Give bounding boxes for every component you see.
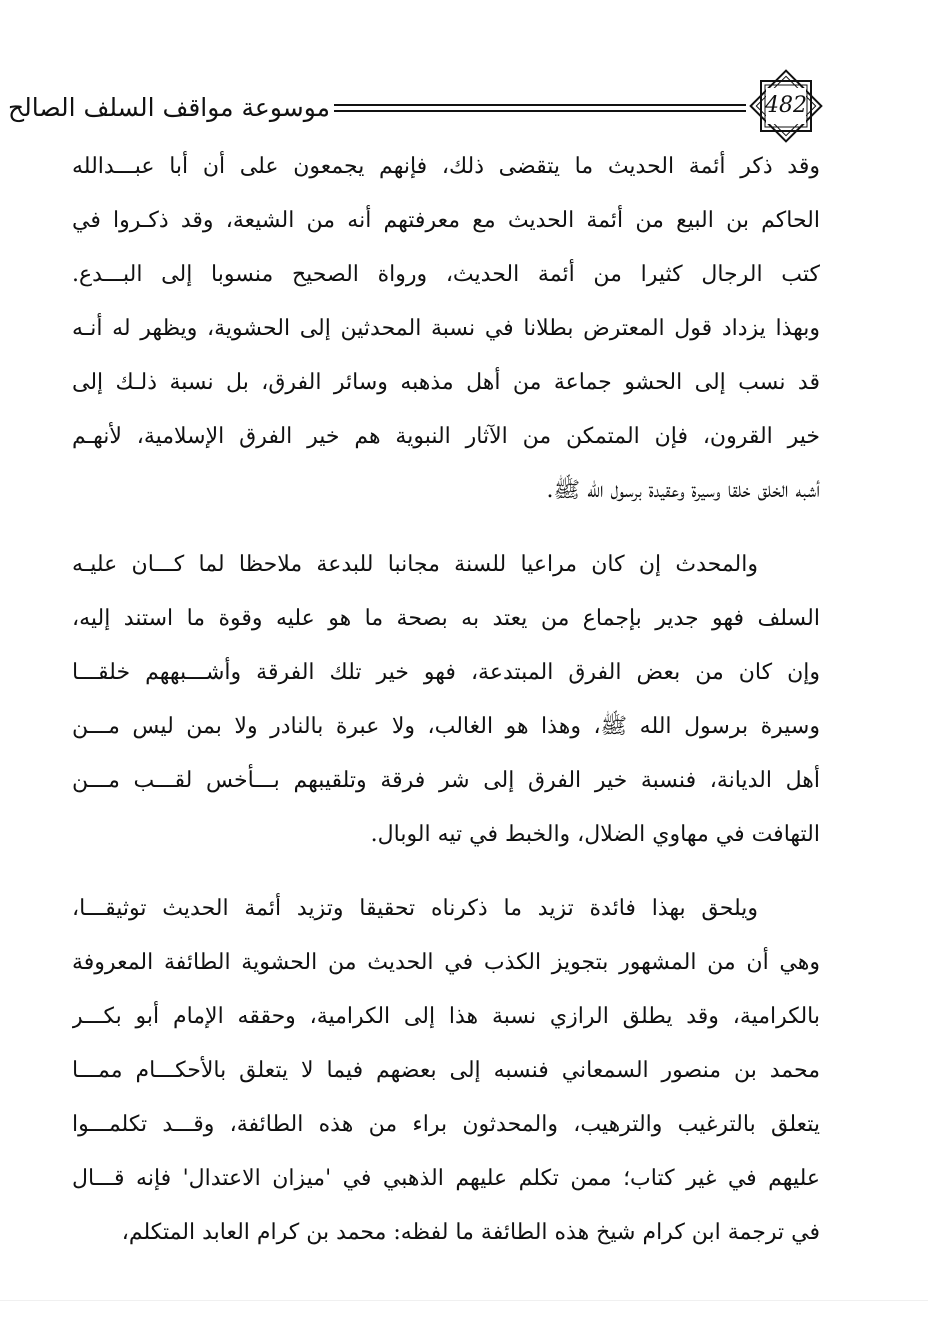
text-line: أهل الديانة، فنسبة خير الفرق إلى شر فرقة وتلقيبهم بـــأخس لقـــب مـــن — [72, 768, 820, 793]
text-line: وبهذا يزداد قول المعترض بطلانا في نسبة المحدثين إلى الحشوية، ويظهر له أنـه — [72, 316, 820, 341]
text-line: والمحدث إن كان مراعيا للسنة مجانبا للبدعة ملاحظا لما كـــان عليـه — [72, 552, 758, 577]
footer-rule — [0, 1300, 928, 1301]
text-line: عليهم في غير كتاب؛ ممن تكلم عليهم الذهبي في 'ميزان الاعتدال' فإنه قـــال — [72, 1166, 820, 1191]
text-line: السلف فهو جدير بإجماع من يعتد به بصحة ما هو عليه وقوة ما استند إليه، — [72, 606, 820, 631]
text-line: محمد بن منصور السمعاني فنسبه إلى بعضهم فيما لا يتعلق بالأحكـــام ممـــا — [72, 1058, 820, 1083]
paragraph — [72, 538, 820, 862]
paragraph — [72, 140, 820, 518]
body-text — [72, 140, 820, 1260]
text-line: قد نسب إلى الحشو جماعة من أهل مذهبه وسائر الفرق، بل نسبة ذلـك إلى — [72, 370, 820, 395]
text-line: وقد ذكر أئمة الحديث ما يتقضى ذلك، فإنهم يجمعون على أن أبا عبـــدالله — [72, 154, 820, 179]
text-line: ويلحق بهذا فائدة تزيد ما ذكرناه تحقيقا وتزيد أئمة الحديث توثيقـــا، — [72, 896, 758, 921]
text-line: أشبه الخلق خلقا وسيرة وعقيدة برسول الله ﷺ. — [546, 478, 820, 503]
text-line: وسيرة برسول الله ﷺ، وهذا هو الغالب، ولا عبرة بالنادر ولا بمن ليس مـــن — [72, 714, 820, 739]
text-line: كتب الرجال كثيرا من أئمة الحديث، ورواة الصحيح منسوبا إلى البـــدع. — [72, 262, 820, 287]
text-line: في ترجمة ابن كرام شيخ هذه الطائفة ما لفظه: محمد بن كرام العابد المتكلم، — [121, 1220, 820, 1245]
page-header — [7, 78, 826, 142]
book-title: موسوعة مواقف السلف الصالح — [7, 93, 330, 122]
text-line: وهي أن من المشهور بتجويز الكذب في الحديث من الحشوية الطائفة المعروفة — [72, 950, 820, 975]
text-line: التهافت في مهاوي الضلال، والخبط في تيه الوبال. — [370, 822, 820, 847]
text-line: بالكرامية، وقد يطلق الرازي نسبة هذا إلى الكرامية، وحققه الإمام أبو بكـــر — [72, 1004, 820, 1029]
text-line: وإن كان من بعض الفرق المبتدعة، فهو خير تلك الفرقة وأشـــبههم خلقـــا — [72, 660, 820, 685]
page-number: 482 — [765, 93, 807, 118]
text-line: خير القرون، فإن المتمكن من الآثار النبوية هم خير الفرق الإسلامية، لأنهـم — [72, 424, 820, 449]
header-rule-thin — [334, 111, 746, 112]
text-line: يتعلق بالترغيب والترهيب، والمحدثون براء من هذه الطائفة، وقـــد تكلمـــوا — [72, 1112, 820, 1137]
paragraph — [72, 882, 820, 1260]
text-line: الحاكم بن البيع من أئمة الحديث مع معرفتهم أنه من الشيعة، وقد ذكـروا في — [72, 208, 820, 233]
page-number-badge — [744, 64, 828, 148]
